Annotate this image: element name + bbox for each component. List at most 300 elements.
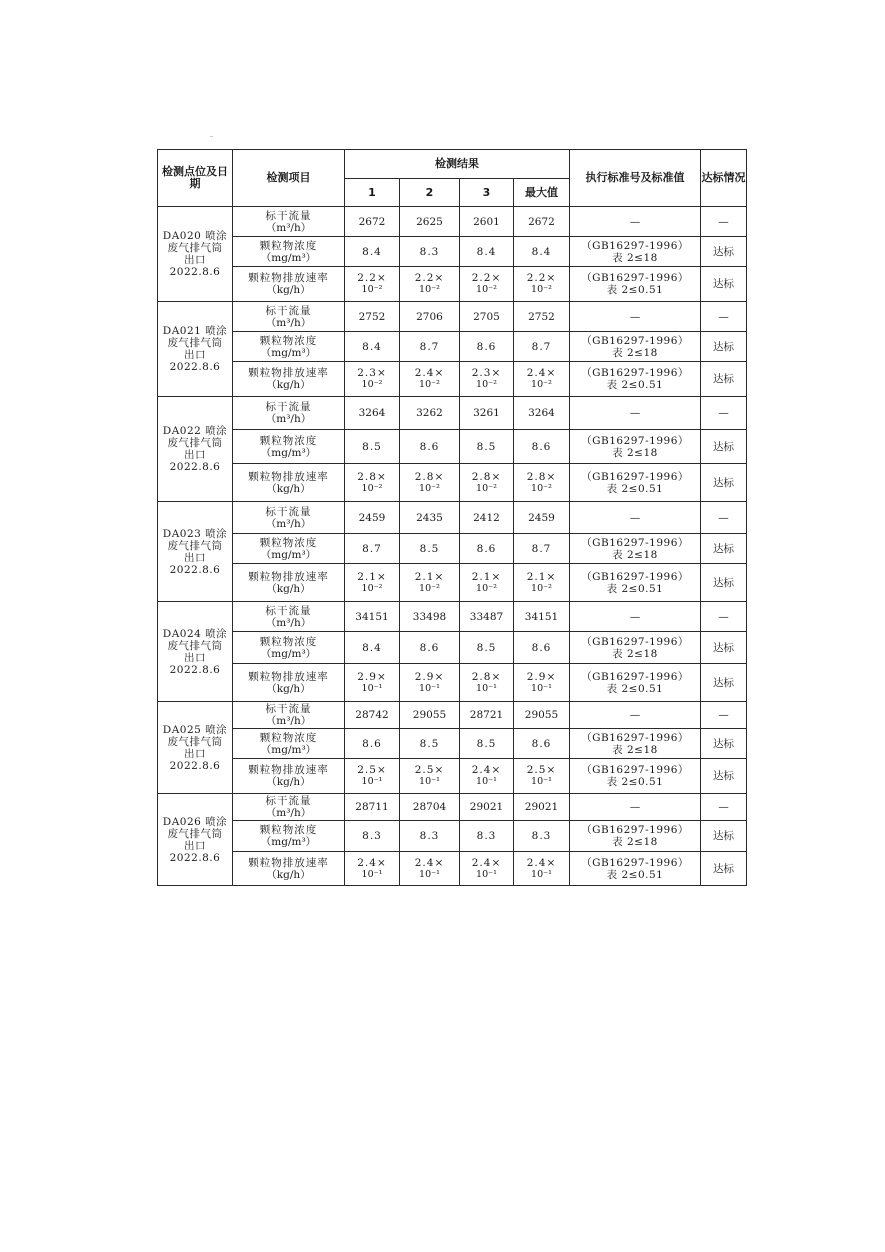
standard-dash: —	[570, 207, 701, 237]
table-row	[158, 759, 747, 794]
concentration-value-text: 8.6	[531, 737, 552, 750]
rate-mantissa: 2.2×	[471, 272, 502, 284]
rate-value	[345, 664, 400, 702]
item-rate-unit: （kg/h）	[266, 284, 311, 296]
standard-code: （GB16297-1996）	[581, 239, 689, 252]
status-pass: 达标	[701, 664, 747, 702]
rate-mantissa: 2.1×	[526, 570, 557, 583]
item-conc-unit: （mg/m³）	[260, 836, 317, 848]
rate-mantissa: 2.3×	[357, 367, 387, 379]
item-flow-name: 标干流量	[265, 505, 312, 518]
rate-value	[460, 362, 514, 397]
table-row	[158, 207, 747, 237]
standard-code: （GB16297-1996）	[581, 635, 689, 648]
item-flow-unit: （m³/h）	[265, 517, 312, 530]
flow-value: 33498	[400, 602, 460, 632]
table-row	[158, 564, 747, 602]
concentration-value-text: 8.5	[362, 440, 382, 453]
standard-concentration	[570, 237, 701, 267]
concentration-value	[345, 237, 400, 267]
standard-limit: 表 2≤0.51	[606, 868, 664, 881]
standard-limit: 表 2≤0.51	[606, 284, 664, 296]
table-row	[158, 852, 747, 886]
rate-mantissa: 2.8×	[526, 470, 557, 483]
status-pass: 达标	[701, 632, 747, 664]
rate-value	[345, 759, 400, 794]
standard-code: （GB16297-1996）	[581, 764, 689, 776]
flow-value: 3264	[345, 397, 400, 430]
concentration-value-text: 8.6	[362, 737, 382, 750]
rate-mantissa: 2.9×	[526, 670, 557, 683]
rate-mantissa: 2.5×	[526, 764, 557, 776]
status-pass: 达标	[701, 564, 747, 602]
status-pass: 达标	[701, 464, 747, 502]
item-rate	[233, 664, 345, 702]
flow-value: 34151	[514, 602, 570, 632]
standard-code: （GB16297-1996）	[581, 824, 689, 836]
rate-exponent: 10⁻¹	[419, 868, 440, 880]
rate-value	[460, 852, 514, 886]
concentration-value-text: 8.7	[531, 542, 552, 555]
item-flow	[233, 702, 345, 729]
status-dash: —	[701, 794, 747, 821]
concentration-value	[460, 332, 514, 362]
item-rate	[233, 267, 345, 302]
standard-dash: —	[570, 794, 701, 821]
rate-mantissa: 2.2×	[414, 272, 445, 284]
rate-mantissa: 2.8×	[471, 670, 502, 683]
rate-value	[514, 759, 570, 794]
item-flow-unit: （m³/h）	[265, 715, 312, 727]
header-item: 检测项目	[233, 150, 345, 207]
concentration-value-text: 8.7	[419, 340, 440, 353]
location-line-2: 废气排气筒	[167, 735, 223, 748]
concentration-value	[400, 534, 460, 564]
item-flow-name: 标干流量	[265, 304, 312, 317]
standard-rate	[570, 759, 701, 794]
standard-code: （GB16297-1996）	[581, 272, 689, 284]
rate-mantissa: 2.2×	[357, 272, 387, 284]
item-conc-name: 颗粒物浓度	[259, 635, 318, 648]
standard-concentration	[570, 430, 701, 464]
status-dash: —	[701, 302, 747, 332]
concentration-value	[345, 332, 400, 362]
concentration-value	[345, 821, 400, 852]
rate-exponent: 10⁻²	[419, 582, 440, 594]
rate-value	[400, 267, 460, 302]
item-rate-unit: （kg/h）	[266, 776, 311, 788]
standard-code: （GB16297-1996）	[581, 570, 689, 583]
rate-exponent: 10⁻¹	[361, 868, 383, 880]
location-line-1: DA020 喷涂	[162, 230, 228, 242]
location-line-2: 废气排气筒	[167, 337, 223, 349]
rate-value	[400, 464, 460, 502]
header-result-2: 2	[400, 179, 460, 207]
item-conc-name: 颗粒物浓度	[259, 731, 318, 744]
flow-value: 2601	[460, 207, 514, 237]
status-dash: —	[701, 702, 747, 729]
rate-value	[400, 362, 460, 397]
standard-concentration	[570, 534, 701, 564]
rate-mantissa: 2.1×	[357, 570, 387, 583]
status-pass: 达标	[701, 852, 747, 886]
header-standard: 执行标准号及标准值	[570, 150, 701, 207]
item-flow	[233, 602, 345, 632]
concentration-value	[400, 237, 460, 267]
standard-limit: 表 2≤18	[612, 743, 658, 756]
rate-exponent: 10⁻¹	[361, 776, 383, 787]
item-flow	[233, 397, 345, 430]
rate-mantissa: 2.5×	[357, 764, 387, 776]
standard-limit: 表 2≤18	[612, 446, 658, 459]
concentration-value-text: 8.4	[531, 245, 552, 258]
concentration-value	[400, 729, 460, 759]
location-cell	[158, 302, 233, 397]
item-conc-name: 颗粒物浓度	[259, 824, 318, 836]
header-result-max: 最大值	[514, 179, 570, 207]
table-row	[158, 332, 747, 362]
flow-value: 28721	[460, 702, 514, 729]
table-row	[158, 821, 747, 852]
rate-mantissa: 2.8×	[471, 470, 502, 483]
rate-exponent: 10⁻²	[361, 482, 383, 494]
rate-exponent: 10⁻¹	[419, 682, 440, 694]
concentration-value	[460, 632, 514, 664]
concentration-value-text: 8.5	[476, 440, 497, 453]
location-line-2: 废气排气筒	[167, 827, 223, 840]
status-pass: 达标	[701, 729, 747, 759]
rate-mantissa: 2.9×	[357, 670, 387, 683]
rate-value	[514, 362, 570, 397]
standard-limit: 表 2≤18	[612, 251, 658, 264]
item-flow-name: 标干流量	[265, 604, 312, 617]
rate-mantissa: 2.9×	[414, 670, 445, 683]
standard-limit: 表 2≤0.51	[606, 379, 664, 391]
rate-exponent: 10⁻¹	[531, 868, 552, 880]
table-row	[158, 464, 747, 502]
table-body	[158, 207, 747, 886]
location-line-2: 废气排气筒	[167, 437, 223, 449]
location-line-3: 出口	[184, 839, 206, 852]
location-cell	[158, 602, 233, 702]
flow-value: 3261	[460, 397, 514, 430]
item-conc-name: 颗粒物浓度	[259, 536, 318, 549]
flow-value: 2706	[400, 302, 460, 332]
rate-exponent: 10⁻¹	[476, 776, 497, 787]
location-cell	[158, 207, 233, 302]
rate-exponent: 10⁻¹	[419, 776, 440, 787]
standard-code: （GB16297-1996）	[581, 334, 689, 347]
rate-exponent: 10⁻¹	[531, 682, 552, 694]
rate-exponent: 10⁻²	[476, 379, 497, 390]
concentration-value	[460, 821, 514, 852]
item-conc-unit: （mg/m³）	[260, 548, 317, 561]
table-row	[158, 237, 747, 267]
status-dash: —	[701, 207, 747, 237]
location-line-1: DA021 喷涂	[162, 325, 228, 337]
item-rate	[233, 362, 345, 397]
concentration-value-text: 8.6	[531, 440, 552, 453]
rate-value	[345, 852, 400, 886]
item-conc-unit: （mg/m³）	[260, 346, 317, 359]
concentration-value-text: 8.5	[476, 641, 497, 654]
standard-limit: 表 2≤0.51	[606, 482, 664, 495]
concentration-value	[514, 430, 570, 464]
item-rate-unit: （kg/h）	[266, 582, 311, 595]
standard-limit: 表 2≤0.51	[606, 776, 664, 788]
rate-mantissa: 2.1×	[414, 570, 445, 583]
location-line-2: 废气排气筒	[167, 639, 223, 652]
standard-limit: 表 2≤18	[612, 647, 658, 660]
flow-value: 2459	[514, 502, 570, 534]
item-rate-name: 颗粒物排放速率	[248, 856, 329, 869]
concentration-value-text: 8.6	[476, 542, 497, 555]
standard-rate	[570, 664, 701, 702]
status-pass: 达标	[701, 821, 747, 852]
header-location: 检测点位及日期	[158, 150, 233, 207]
rate-exponent: 10⁻²	[531, 284, 552, 295]
item-concentration	[233, 237, 345, 267]
concentration-value-text: 8.7	[362, 542, 382, 555]
item-rate-unit: （kg/h）	[266, 379, 311, 391]
location-line-3: 出口	[184, 349, 206, 361]
concentration-value-text: 8.6	[419, 440, 440, 453]
concentration-value-text: 8.7	[531, 340, 552, 353]
standard-rate	[570, 267, 701, 302]
standard-concentration	[570, 729, 701, 759]
table-row	[158, 632, 747, 664]
rate-value	[345, 564, 400, 602]
rate-value	[400, 664, 460, 702]
concentration-value-text: 8.3	[476, 830, 497, 842]
item-rate	[233, 464, 345, 502]
rate-mantissa: 2.4×	[414, 367, 445, 379]
flow-value: 28711	[345, 794, 400, 821]
rate-value	[460, 464, 514, 502]
rate-exponent: 10⁻¹	[476, 868, 497, 880]
item-rate-name: 颗粒物排放速率	[248, 470, 329, 483]
standard-dash: —	[570, 602, 701, 632]
rate-value	[400, 564, 460, 602]
location-cell	[158, 702, 233, 794]
item-conc-unit: （mg/m³）	[260, 647, 317, 660]
status-dash: —	[701, 397, 747, 430]
flow-value: 2459	[345, 502, 400, 534]
location-cell	[158, 397, 233, 502]
location-line-3: 出口	[184, 551, 206, 564]
rate-mantissa: 2.4×	[414, 856, 445, 869]
rate-mantissa: 2.4×	[471, 764, 502, 776]
item-concentration	[233, 821, 345, 852]
table-row	[158, 534, 747, 564]
status-pass: 达标	[701, 362, 747, 397]
item-rate-name: 颗粒物排放速率	[248, 764, 329, 776]
item-flow-unit: （m³/h）	[265, 221, 312, 234]
header-result-3: 3	[460, 179, 514, 207]
rate-value	[345, 362, 400, 397]
concentration-value	[514, 632, 570, 664]
rate-exponent: 10⁻²	[361, 284, 383, 295]
concentration-value-text: 8.6	[476, 340, 497, 353]
standard-rate	[570, 852, 701, 886]
flow-value: 2412	[460, 502, 514, 534]
item-flow-unit: （m³/h）	[265, 413, 312, 425]
item-rate	[233, 564, 345, 602]
rate-exponent: 10⁻¹	[476, 682, 497, 694]
concentration-value	[514, 332, 570, 362]
rate-value	[514, 664, 570, 702]
rate-value	[460, 759, 514, 794]
concentration-value-text: 8.3	[531, 830, 552, 842]
item-concentration	[233, 430, 345, 464]
table-row	[158, 397, 747, 430]
header-status: 达标情况	[701, 150, 747, 207]
table-row	[158, 362, 747, 397]
concentration-value-text: 8.5	[419, 737, 440, 750]
rate-exponent: 10⁻²	[531, 379, 552, 390]
status-pass: 达标	[701, 430, 747, 464]
table-row	[158, 430, 747, 464]
concentration-value-text: 8.3	[362, 830, 382, 842]
location-line-1: DA023 喷涂	[162, 527, 228, 540]
location-date: 2022.8.6	[169, 461, 221, 473]
standard-rate	[570, 564, 701, 602]
item-concentration	[233, 332, 345, 362]
concentration-value	[345, 430, 400, 464]
standard-limit: 表 2≤0.51	[606, 582, 664, 595]
location-line-3: 出口	[184, 651, 206, 664]
rate-exponent: 10⁻²	[531, 582, 552, 594]
concentration-value	[400, 632, 460, 664]
table-row	[158, 702, 747, 729]
rate-value	[460, 564, 514, 602]
location-line-3: 出口	[184, 449, 206, 461]
concentration-value-text: 8.4	[362, 641, 382, 654]
standard-code: （GB16297-1996）	[581, 434, 689, 447]
status-pass: 达标	[701, 267, 747, 302]
concentration-value-text: 8.3	[419, 830, 440, 842]
item-concentration	[233, 632, 345, 664]
item-conc-unit: （mg/m³）	[260, 251, 317, 264]
concentration-value	[345, 729, 400, 759]
standard-code: （GB16297-1996）	[581, 670, 689, 683]
rate-exponent: 10⁻²	[419, 482, 440, 494]
item-flow-name: 标干流量	[265, 209, 312, 222]
status-pass: 达标	[701, 332, 747, 362]
flow-value: 2672	[514, 207, 570, 237]
concentration-value	[514, 534, 570, 564]
concentration-value-text: 8.5	[476, 737, 497, 750]
item-flow-unit: （m³/h）	[265, 316, 312, 329]
concentration-value	[514, 237, 570, 267]
header-result-1: 1	[345, 179, 400, 207]
item-rate-unit: （kg/h）	[266, 482, 311, 495]
flow-value: 29021	[514, 794, 570, 821]
rate-mantissa: 2.4×	[357, 856, 387, 869]
location-line-2: 废气排气筒	[167, 539, 223, 552]
item-conc-unit: （mg/m³）	[260, 446, 317, 459]
item-conc-name: 颗粒物浓度	[259, 334, 318, 347]
table-row	[158, 602, 747, 632]
item-conc-name: 颗粒物浓度	[259, 239, 318, 252]
concentration-value	[460, 534, 514, 564]
rate-value	[345, 464, 400, 502]
flow-value: 2625	[400, 207, 460, 237]
rate-mantissa: 2.4×	[471, 856, 502, 869]
item-concentration	[233, 729, 345, 759]
item-conc-name: 颗粒物浓度	[259, 434, 318, 447]
scan-mark	[210, 136, 213, 137]
concentration-value-text: 8.6	[419, 641, 440, 654]
item-flow-name: 标干流量	[265, 703, 312, 715]
rate-mantissa: 2.1×	[471, 570, 502, 583]
rate-value	[400, 852, 460, 886]
rate-exponent: 10⁻²	[361, 582, 383, 594]
rate-exponent: 10⁻¹	[531, 776, 552, 787]
rate-value	[514, 267, 570, 302]
rate-value	[400, 759, 460, 794]
location-cell	[158, 794, 233, 886]
rate-exponent: 10⁻¹	[361, 682, 383, 694]
rate-mantissa: 2.8×	[414, 470, 445, 483]
location-cell	[158, 502, 233, 602]
item-rate-name: 颗粒物排放速率	[248, 272, 329, 284]
rate-mantissa: 2.3×	[471, 367, 502, 379]
item-rate	[233, 852, 345, 886]
location-line-1: DA022 喷涂	[162, 425, 228, 437]
flow-value: 2435	[400, 502, 460, 534]
standard-code: （GB16297-1996）	[581, 536, 689, 549]
standard-code: （GB16297-1996）	[581, 731, 689, 744]
concentration-value	[345, 534, 400, 564]
concentration-value-text: 8.6	[531, 641, 552, 654]
standard-code: （GB16297-1996）	[581, 367, 689, 379]
table-row	[158, 302, 747, 332]
standard-dash: —	[570, 302, 701, 332]
rate-value	[514, 564, 570, 602]
standard-code: （GB16297-1996）	[581, 470, 689, 483]
standard-concentration	[570, 632, 701, 664]
flow-value: 29055	[514, 702, 570, 729]
item-flow	[233, 502, 345, 534]
rate-exponent: 10⁻²	[476, 284, 497, 295]
rate-exponent: 10⁻²	[476, 482, 497, 494]
concentration-value	[514, 821, 570, 852]
rate-mantissa: 2.5×	[414, 764, 445, 776]
rate-exponent: 10⁻²	[476, 582, 497, 594]
concentration-value-text: 8.3	[419, 245, 440, 258]
rate-value	[460, 267, 514, 302]
concentration-value-text: 8.4	[362, 340, 382, 353]
location-date: 2022.8.6	[169, 663, 221, 676]
location-line-3: 出口	[184, 254, 206, 266]
standard-limit: 表 2≤18	[612, 836, 658, 848]
standard-limit: 表 2≤0.51	[606, 682, 664, 695]
table-row	[158, 729, 747, 759]
table-row	[158, 794, 747, 821]
location-date: 2022.8.6	[169, 563, 221, 576]
standard-dash: —	[570, 397, 701, 430]
status-pass: 达标	[701, 534, 747, 564]
item-concentration	[233, 534, 345, 564]
flow-value: 3262	[400, 397, 460, 430]
standard-dash: —	[570, 702, 701, 729]
standard-rate	[570, 362, 701, 397]
rate-value	[514, 464, 570, 502]
flow-value: 3264	[514, 397, 570, 430]
flow-value: 33487	[460, 602, 514, 632]
item-conc-unit: （mg/m³）	[260, 743, 317, 756]
